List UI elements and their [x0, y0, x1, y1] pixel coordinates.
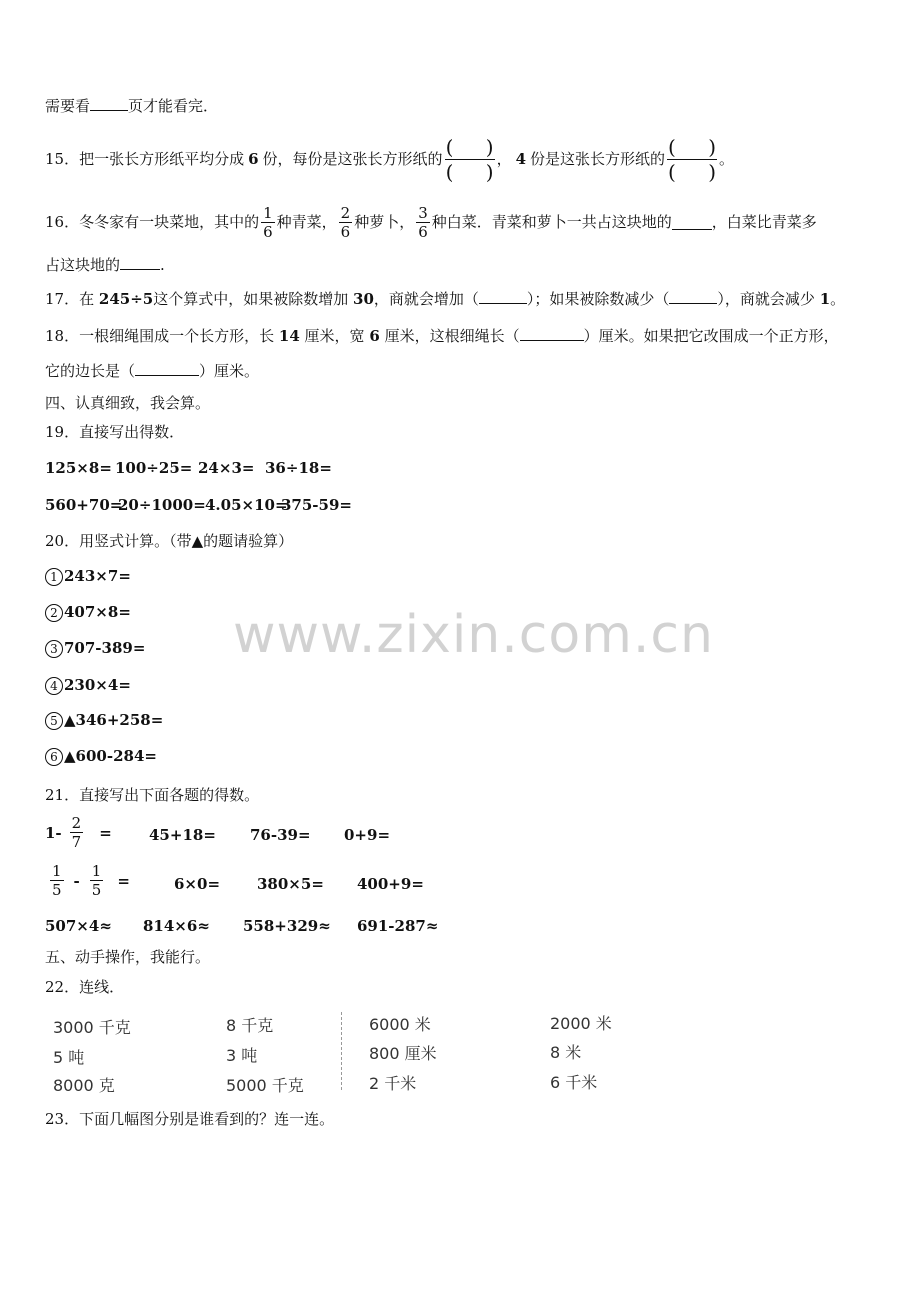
question-23-title: 23．下面几幅图分别是谁看到的？连一连。 — [45, 1110, 335, 1128]
q14-text-after: 页才能看完． — [128, 97, 219, 115]
q18-text-3: 厘米，这根细绳长（ — [384, 327, 520, 345]
q21-equals: = — [99, 823, 112, 842]
circled-number: 6 — [45, 748, 63, 766]
fraction-answer-box[interactable]: ( ) ( ) — [445, 134, 494, 184]
q15-number-1: 6 — [248, 150, 259, 168]
fraction: $\frac{2}{6}$ — [340, 203, 351, 241]
circled-number: 3 — [45, 640, 63, 658]
q20-item-6 — [45, 747, 157, 766]
question-number: 15． — [45, 150, 80, 168]
q21-row1-item-2: 76-39= — [250, 826, 311, 844]
fraction: $\frac{3}{6}$ — [418, 203, 428, 241]
q17-text-2: 这个算式中，如果被除数增加 — [153, 290, 349, 308]
match-item-col1-3[interactable]: 8000 克 — [53, 1076, 115, 1095]
q21-row3-item-4: 691-287≈ — [357, 917, 439, 935]
q18-line2-text: 它的边长是（ — [45, 362, 136, 380]
answer-blank[interactable] — [520, 326, 584, 341]
fraction: $\frac{1}{6}$ — [263, 203, 273, 241]
q21-minus: - — [73, 871, 80, 890]
question-20-title: 20．用竖式计算。（带▲的题请验算） — [45, 532, 294, 550]
section-heading-5: 五、动手操作，我能行。 — [45, 948, 211, 966]
fraction: $\frac{1}{5}$ — [52, 862, 62, 899]
q21-row3-item-2: 814×6≈ — [143, 917, 210, 935]
divider — [341, 1012, 342, 1090]
match-item-col1-1[interactable]: 3000 千克 — [53, 1018, 131, 1037]
question-21-title: 21．直接写出下面各题的得数。 — [45, 786, 260, 804]
question-15 — [45, 134, 734, 184]
q15-text-1: 把一张长方形纸平均分成 — [79, 150, 245, 168]
q16-text-5: ，白菜比青菜多 — [711, 213, 817, 231]
q16-text-4: 种白菜．青菜和萝卜一共占这块地的 — [431, 213, 672, 231]
q17-text-3: ，商就会增加（ — [373, 290, 479, 308]
answer-blank[interactable] — [135, 361, 199, 376]
q20-expression: 707-389= — [64, 639, 146, 657]
fraction: $\frac{2}{7}$ — [71, 814, 82, 851]
question-18 — [45, 326, 839, 346]
q18-number-1: 14 — [278, 327, 300, 345]
question-number: 16． — [45, 213, 80, 231]
q21-row1-item-1: 45+18= — [149, 826, 216, 844]
q21-row3-item-1: 507×4≈ — [45, 917, 112, 935]
q17-number-1: 30 — [353, 290, 374, 308]
q21-row1-item-3: 0+9= — [344, 826, 391, 844]
question-16-line-2 — [45, 255, 165, 275]
q18-text-4: ）厘米。如果把它改围成一个正方形， — [583, 327, 839, 345]
q20-expression: 243×7= — [64, 567, 131, 585]
q21-row3-item-3: 558+329≈ — [243, 917, 331, 935]
q20-expression: 230×4= — [64, 676, 131, 694]
q18-number-2: 6 — [369, 327, 380, 345]
answer-blank[interactable] — [479, 289, 527, 304]
q17-text-1: 在 — [79, 290, 95, 308]
q21-row2-item-1: 6×0= — [174, 875, 221, 893]
match-item-col3-2[interactable]: 800 厘米 — [369, 1044, 437, 1063]
q20-expression: ▲600-284= — [64, 747, 157, 765]
match-item-col1-2[interactable]: 5 吨 — [53, 1048, 85, 1067]
answer-blank[interactable] — [672, 215, 712, 230]
q16-text-3: 种萝卜， — [354, 213, 415, 231]
q19-row1-item-1: 125×8= — [45, 459, 112, 477]
fraction-answer-box[interactable]: ( ) ( ) — [668, 134, 717, 184]
circled-number: 2 — [45, 604, 63, 622]
q19-row1-item-2: 100÷25= — [115, 459, 193, 477]
question-17 — [45, 289, 845, 309]
match-item-col2-1[interactable]: 8 千克 — [226, 1016, 274, 1035]
q18-text-1: 一根细绳围成一个长方形，长 — [79, 327, 275, 345]
q18-text-2: 厘米，宽 — [304, 327, 365, 345]
q17-end: 。 — [830, 290, 846, 308]
q21-row1-fraction-expr — [45, 814, 112, 851]
q20-item-1 — [45, 567, 131, 586]
q20-expression: ▲346+258= — [64, 711, 164, 729]
match-item-col2-3[interactable]: 5000 千克 — [226, 1076, 304, 1095]
q20-item-4 — [45, 676, 131, 695]
q20-expression: 407×8= — [64, 603, 131, 621]
q15-number-2: 4 — [515, 150, 527, 168]
q17-text-5: ），商就会减少 — [717, 290, 815, 308]
answer-blank[interactable] — [120, 255, 160, 270]
q15-text-3: ， — [496, 150, 512, 168]
question-16 — [45, 200, 817, 244]
q15-text-4: 份是这张长方形纸的 — [530, 150, 666, 168]
q19-row2-item-1: 560+70= — [45, 496, 123, 514]
q15-text-2: 份，每份是这张长方形纸的 — [262, 150, 443, 168]
watermark: www.zixin.com.cn — [233, 605, 714, 665]
match-item-col2-2[interactable]: 3 吨 — [226, 1046, 258, 1065]
q16-line2-text: 占这块地的 — [45, 256, 121, 274]
fraction: $\frac{1}{5}$ — [91, 862, 102, 899]
q20-item-3 — [45, 639, 145, 658]
q21-row2-fraction-expr — [48, 862, 130, 899]
q16-text-1: 冬冬家有一块菜地，其中的 — [79, 213, 260, 231]
q20-item-2 — [45, 603, 131, 622]
q17-expression: 245÷5 — [98, 290, 154, 308]
circled-number: 4 — [45, 677, 63, 695]
answer-blank[interactable] — [669, 289, 717, 304]
question-19-title: 19．直接写出得数． — [45, 423, 185, 441]
q16-text-2: 种青菜， — [276, 213, 337, 231]
match-item-col4-1[interactable]: 2000 米 — [550, 1014, 612, 1033]
question-14-tail — [45, 96, 218, 116]
q19-row1-item-3: 24×3= — [198, 459, 255, 477]
question-22-title: 22．连线． — [45, 978, 125, 996]
match-item-col3-1[interactable]: 6000 米 — [369, 1015, 431, 1034]
q21-equals: = — [117, 871, 130, 890]
q17-text-4: ）；如果被除数减少（ — [526, 290, 670, 308]
match-item-col4-3[interactable]: 6 千米 — [550, 1073, 598, 1092]
q21-row2-item-2: 380×5= — [257, 875, 324, 893]
answer-blank[interactable] — [90, 96, 128, 111]
q21-row2-item-3: 400+9= — [357, 875, 424, 893]
q18-line2-end: ）厘米。 — [199, 362, 260, 380]
q19-row2-item-3: 4.05×10= — [205, 496, 288, 514]
q19-row2-item-4: 375-59= — [281, 496, 352, 514]
q19-row1-item-4: 36÷18= — [265, 459, 332, 477]
match-item-col3-3[interactable]: 2 千米 — [369, 1074, 417, 1093]
question-number: 17． — [45, 290, 80, 308]
circled-number: 1 — [45, 568, 63, 586]
circled-number: 5 — [45, 712, 63, 730]
q17-number-2: 1 — [819, 290, 831, 308]
q19-row2-item-2: 20÷1000= — [118, 496, 206, 514]
q21-prefix: 1- — [45, 823, 62, 842]
section-heading-4: 四、认真细致，我会算。 — [45, 394, 211, 412]
match-item-col4-2[interactable]: 8 米 — [550, 1043, 582, 1062]
q20-item-5 — [45, 711, 163, 730]
q16-line2-end: . — [160, 256, 165, 274]
q14-text-before: 需要看 — [45, 97, 91, 115]
question-number: 18． — [45, 327, 80, 345]
question-18-line-2 — [45, 361, 259, 381]
q15-end: 。 — [719, 150, 735, 168]
